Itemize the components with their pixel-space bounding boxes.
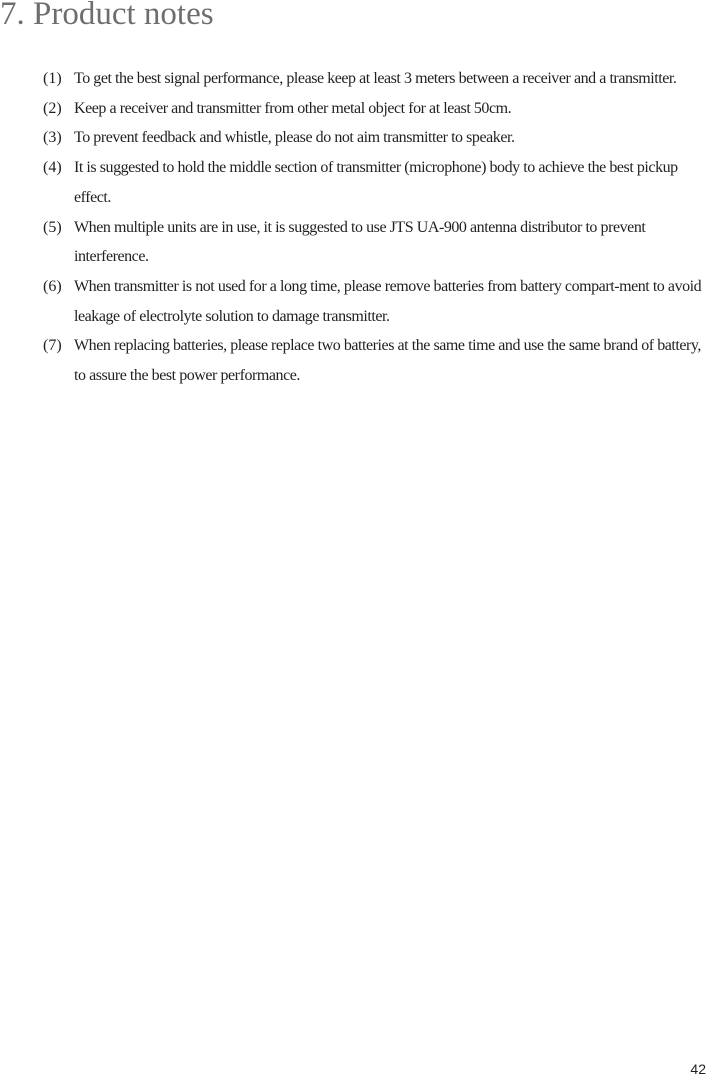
note-text: When multiple units are in use, it is suggested to use JTS UA-900 antenna distributor to prevent interference. bbox=[74, 218, 646, 266]
note-number: (5) bbox=[43, 218, 62, 236]
note-item-2 bbox=[43, 94, 706, 124]
section-title: 7. Product notes bbox=[0, 0, 214, 32]
note-number: (1) bbox=[43, 70, 62, 87]
note-number: (6) bbox=[43, 277, 62, 295]
note-number: (2) bbox=[43, 99, 62, 117]
note-item-1 bbox=[43, 64, 706, 94]
note-text: To prevent feedback and whistle, please do not aim transmitter to speaker. bbox=[74, 129, 515, 147]
note-number: (4) bbox=[43, 159, 62, 177]
note-text: It is suggested to hold the middle section of transmitter (microphone) body to achieve the best pickup effect. bbox=[74, 159, 678, 206]
note-text: To get the best signal performance, please keep at least 3 meters between a receiver and a transmitter. bbox=[74, 70, 677, 87]
page-number: 42 bbox=[690, 1061, 706, 1077]
note-text: When transmitter is not used for a long time, please remove batteries from battery compart-ment to avoid leakage of electrolyte solution to damage transmitter. bbox=[74, 277, 702, 325]
note-item-3 bbox=[43, 123, 706, 153]
note-number: (7) bbox=[43, 337, 62, 355]
note-item-4 bbox=[43, 153, 706, 212]
note-item-7 bbox=[43, 331, 706, 390]
note-number: (3) bbox=[43, 129, 62, 147]
note-item-5 bbox=[43, 213, 706, 272]
note-text: When replacing batteries, please replace two batteries at the same time and use the same brand of battery, to assure the best power performance. bbox=[74, 337, 701, 385]
note-item-6 bbox=[43, 272, 706, 331]
product-notes-list bbox=[43, 64, 706, 391]
note-text: Keep a receiver and transmitter from other metal object for at least 50cm. bbox=[74, 99, 512, 117]
